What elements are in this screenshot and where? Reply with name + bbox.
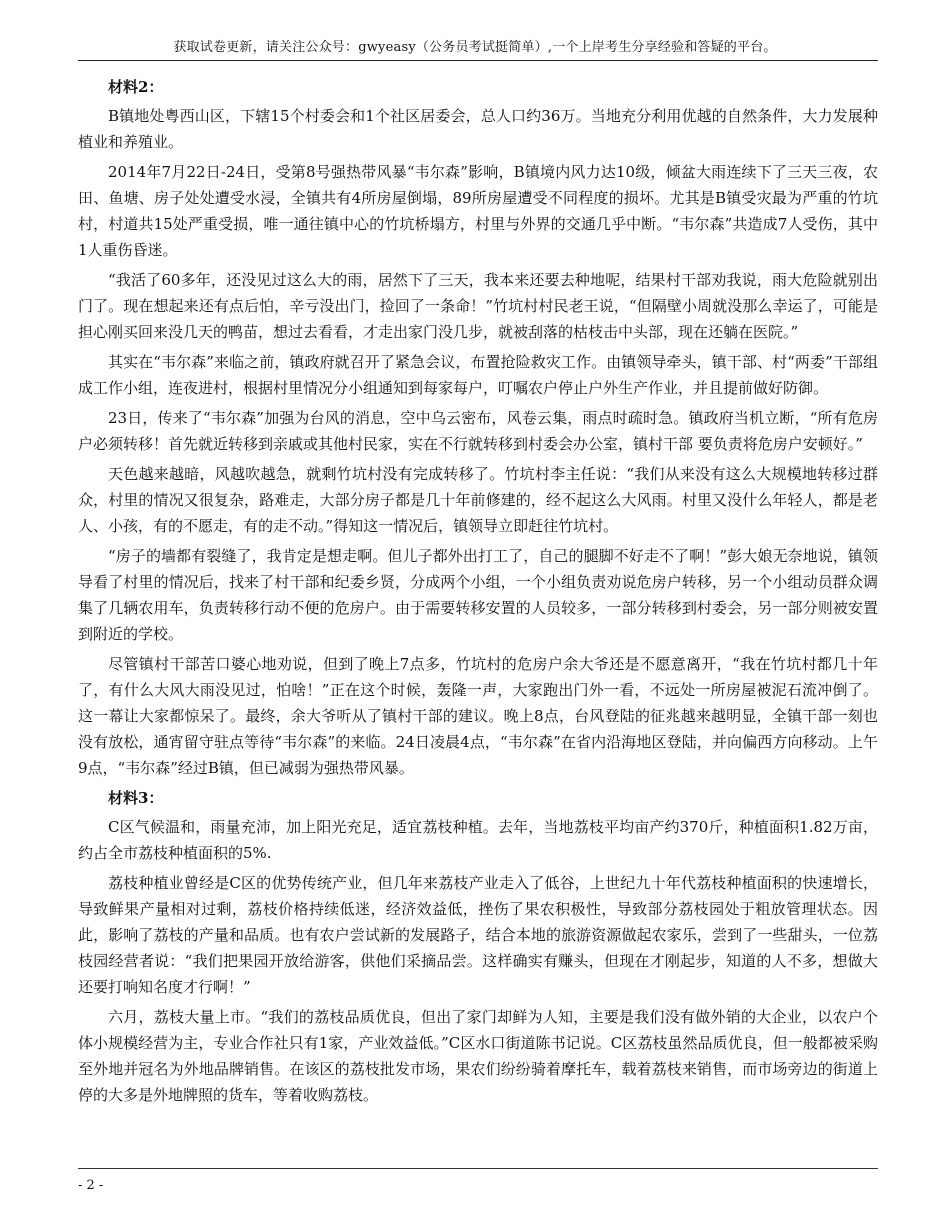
document-body [78,72,878,1112]
material-2-paragraph-8: 尽管镇村干部苦口婆心地劝说，但到了晚上7点多，竹坑村的危房户余大爷还是不愿意离开，“我在竹坑村都几十年了，有什么大风大雨没见过，怕啥！”正在这个时候，轰隆一声，大家跑出门外一看，不远处一所房屋被泥石流冲倒了。这一幕让大家都惊呆了。最终，余大爷听从了镇村干部的建议。晚上8点，台风登陆的征兆越来越明显，全镇干部一刻也没有放松，通宵留守驻点等待“韦尔森”的来临。24日凌晨4点，“韦尔森”在省内沿海地区登陆，并向偏西方向移动。上午9点，“韦尔森”经过B镇，但已减弱为强热带风暴。 [78,655,878,777]
material-2-paragraph-2: 2014年7月22日-24日，受第8号强热带风暴“韦尔森”影响，B镇境内风力达10级，倾盆大雨连续下了三天三夜，农田、鱼塘、房子处处遭受水浸，全镇共有4所房屋倒塌，89所房屋遭受不同程度的损坏。尤其是B镇受灾最为严重的竹坑村，村道共15处严重受损，唯一通往镇中心的竹坑桥塌方，村里与外界的交通几乎中断。“韦尔森”共造成7人受伤，其中1人重伤昏迷。 [78,163,878,259]
material-2-paragraph-7: “房子的墙都有裂缝了，我肯定是想走啊。但儿子都外出打工了，自己的腿脚不好走不了啊！”彭大娘无奈地说，镇领导看了村里的情况后，找来了村干部和纪委乡贤，分成两个小组，一个小组负责劝说危房户转移，另一个小组动员群众调集了几辆农用车，负责转移行动不便的危房户。由于需要转移安置的人员较多，一部分转移到村委会，另一部分则被安置到附近的学校。 [78,547,878,643]
material-3-paragraph-1: C区气候温和，雨量充沛，加上阳光充足，适宜荔枝种植。去年，当地荔枝平均亩产约370斤，种植面积1.82万亩，约占全市荔枝种植面积的5%. [78,818,878,862]
material-3-paragraph-2: 荔枝种植业曾经是C区的优势传统产业，但几年来荔枝产业走入了低谷，上世纪九十年代荔枝种植面积的快速增长，导致鲜果产量相对过剩，荔枝价格持续低迷，经济效益低，挫伤了果农积极性，导致部分荔枝园处于粗放管理状态。因此，影响了荔枝的产量和品质。也有农户尝试新的发展路子，结合本地的旅游资源做起农家乐，尝到了一些甜头，一位荔枝园经营者说：“我们把果园开放给游客，供他们采摘品尝。这样确实有赚头，但现在才刚起步，知道的人不多，想做大还要打响知名度才行啊！” [78,874,878,996]
material-3-heading: 材料3： [108,789,164,807]
header-divider [78,60,878,61]
material-2-paragraph-3: “我活了60多年，还没见过这么大的雨，居然下了三天，我本来还要去种地呢，结果村干部劝我说，雨大危险就别出门了。现在想起来还有点后怕，辛亏没出门，捡回了一条命！”竹坑村村民老王说，“但隔壁小周就没那么幸运了，可能是担心刚买回来没几天的鸭苗，想过去看看，才走出家门没几步，就被刮落的枯枝击中头部，现在还躺在医院。” [78,271,878,341]
material-2-paragraph-6: 天色越来越暗，风越吹越急，就剩竹坑村没有完成转移了。竹坑村李主任说：“我们从来没有这么大规模地转移过群众，村里的情况又很复杂，路难走，大部分房子都是几十年前修建的，经不起这么大风雨。村里又没什么年轻人，都是老人、小孩，有的不愿走，有的走不动。”得知这一情况后，镇领导立即赶往竹坑村。 [78,465,878,535]
material-2-paragraph-5: 23日，传来了“韦尔森”加强为台风的消息，空中乌云密布，风卷云集，雨点时疏时急。镇政府当机立断，“所有危房户必须转移！首先就近转移到亲戚或其他村民家，实在不行就转移到村委会办公室，镇村干部 要负责将危房户安顿好。” [78,409,878,453]
material-2-heading: 材料2： [108,78,164,96]
page-header: 获取试卷更新，请关注公众号：gwyeasy（公务员考试挺简单）,一个上岸考生分享经验和答疑的平台。 [173,40,777,55]
material-2-paragraph-1: B镇地处粤西山区，下辖15个村委会和1个社区居委会，总人口约36万。当地充分利用优越的自然条件，大力发展种植业和养殖业。 [78,107,878,151]
page-number: - 2 - [78,1178,104,1193]
footer-divider [78,1168,878,1169]
material-2-paragraph-4: 其实在“韦尔森”来临之前，镇政府就召开了紧急会议，布置抢险救灾工作。由镇领导牵头，镇干部、村“两委”干部组成工作小组，连夜进村，根据村里情况分小组通知到每家每户，叮嘱农户停止户外生产作业，并且提前做好防御。 [78,353,878,397]
material-3-paragraph-3: 六月，荔枝大量上市。“我们的荔枝品质优良，但出了家门却鲜为人知，主要是我们没有做外销的大企业，以农户个体小规模经营为主，专业合作社只有1家，产业效益低。”C区水口街道陈书记说。C区荔枝虽然品质优良，但一般都被采购至外地并冠名为外地品牌销售。在该区的荔枝批发市场，果农们纷纷骑着摩托车，载着荔枝来销售，而市场旁边的街道上停的大多是外地牌照的货车，等着收购荔枝。 [78,1008,878,1104]
